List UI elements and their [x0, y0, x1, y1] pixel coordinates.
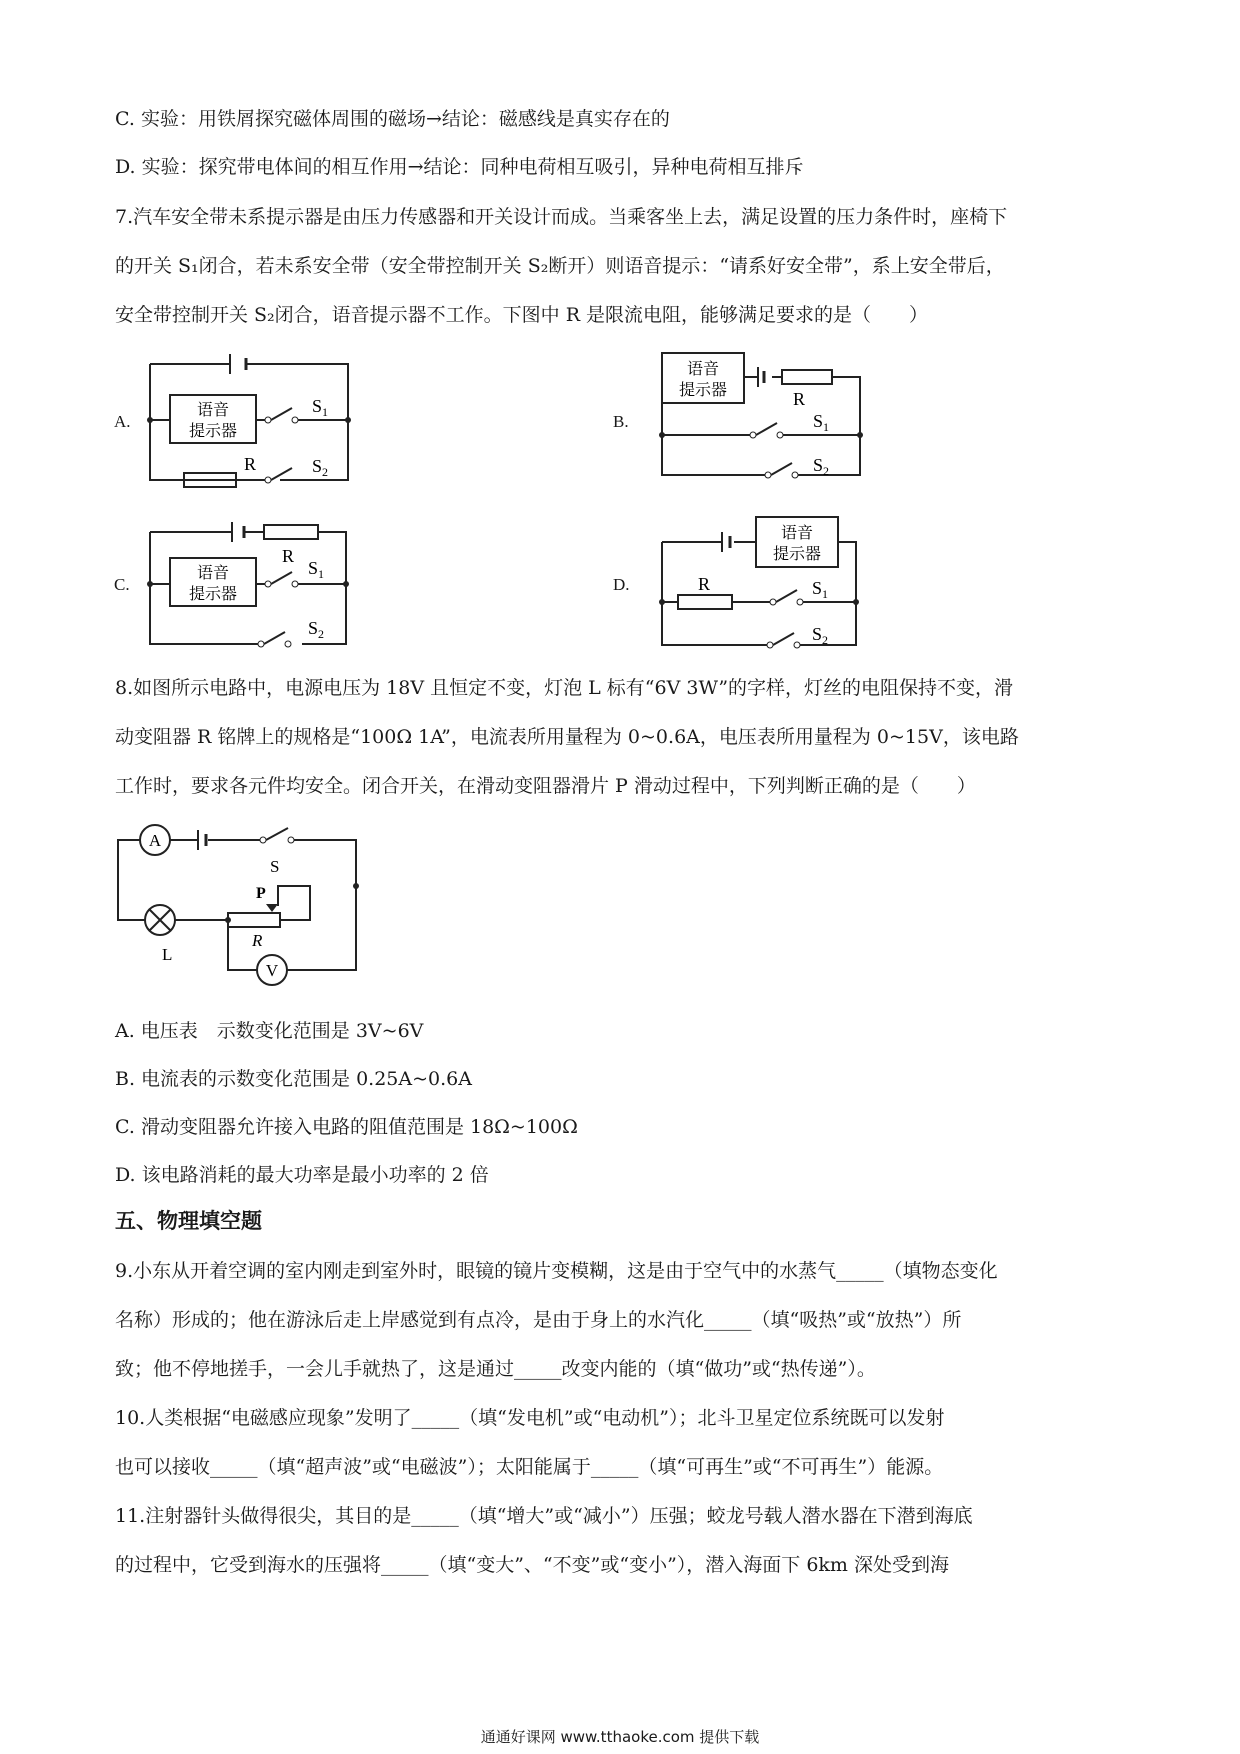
switch-label: S — [270, 857, 280, 876]
question-7-line-1: 7.汽车安全带未系提示器是由压力传感器和开关设计而成。当乘客坐上去，满足设置的压力条件时，座椅下 — [115, 206, 1008, 228]
voltmeter-label: V — [265, 961, 279, 980]
circuit-a-diagram — [140, 350, 365, 490]
question-10-line-1: 10.人类根据“电磁感应现象”发明了_____（填“发电机”或“电动机”）；北斗卫星定位系统既可以发射 — [115, 1407, 945, 1429]
circuit-c-label: C. — [114, 575, 130, 594]
svg-text:提示器: 提示器 — [188, 584, 238, 603]
question-11-line-1: 11.注射器针头做得很尖，其目的是_____（填“增大”或“减小”）压强；蛟龙号载人潜水器在下潜到海底 — [115, 1505, 973, 1527]
svg-text:S1: $S_1$ — [813, 411, 830, 434]
speaker-label-1: 语音 — [196, 400, 230, 419]
section-title: 五、物理填空题 — [115, 1209, 262, 1233]
svg-text:R: R — [698, 574, 711, 594]
circuit-b-diagram — [650, 345, 875, 485]
svg-text:S2: $S_2$ — [308, 618, 325, 641]
question-10-line-2: 也可以接收_____（填“超声波”或“电磁波”）；太阳能属于_____（填“可再生”或“不可再生”）能源。 — [115, 1456, 944, 1478]
svg-text:S1: $S_1$ — [312, 396, 329, 419]
question-8-line-3: 工作时，要求各元件均安全。闭合开关，在滑动变阻器滑片 P 滑动过程中，下列判断正确的是（ ） — [115, 775, 976, 797]
svg-text:提示器: 提示器 — [772, 544, 822, 563]
circuit-d-label: D. — [613, 575, 630, 594]
slider-label: P — [256, 885, 266, 902]
q8-option-b: B. 电流表的示数变化范围是 0.25A~0.6A — [115, 1068, 472, 1090]
rheostat-label: R — [252, 931, 263, 950]
circuit-c-diagram — [140, 512, 365, 652]
resistor-label: R — [244, 454, 257, 474]
circuit-a-label: A. — [114, 412, 131, 431]
svg-text:语音: 语音 — [780, 523, 814, 542]
question-7-line-3: 安全带控制开关 S₂闭合，语音提示器不工作。下图中 R 是限流电阻，能够满足要求的是（ ） — [115, 304, 929, 326]
question-8-circuit — [110, 820, 380, 1000]
svg-text:语音: 语音 — [686, 359, 720, 378]
q8-option-d: D. 该电路消耗的最大功率是最小功率的 2 倍 — [115, 1164, 489, 1186]
speaker-label-2: 提示器 — [188, 421, 238, 440]
ammeter-label: A — [148, 831, 162, 850]
option-c-q6: C. 实验：用铁屑探究磁体周围的磁场→结论：磁感线是真实存在的 — [115, 108, 670, 130]
question-7-line-2: 的开关 S₁闭合，若未系安全带（安全带控制开关 S₂断开）则语音提示：“请系好安全带”，系上安全带后， — [115, 255, 1005, 277]
question-8-line-2: 动变阻器 R 铭牌上的规格是“100Ω 1A”，电流表所用量程为 0~0.6A，电压表所用量程为 0~15V，该电路 — [115, 726, 1019, 748]
question-9-line-3: 致；他不停地搓手，一会儿手就热了，这是通过_____改变内能的（填“做功”或“热传递”）。 — [115, 1358, 876, 1380]
circuit-b-label: B. — [613, 412, 629, 431]
svg-text:S2: $S_2$ — [312, 456, 329, 479]
svg-text:S1: $S_1$ — [308, 558, 325, 581]
svg-text:S2: $S_2$ — [813, 455, 830, 478]
svg-text:提示器: 提示器 — [678, 380, 728, 399]
page-footer: 通通好课网 www.tthaoke.com 提供下载 — [480, 1728, 760, 1746]
svg-text:S1: $S_1$ — [812, 578, 829, 601]
q8-option-a: A. 电压表 示数变化范围是 3V~6V — [115, 1020, 424, 1042]
question-8-line-1: 8.如图所示电路中，电源电压为 18V 且恒定不变，灯泡 L 标有“6V 3W”的字样，灯丝的电阻保持不变，滑 — [115, 677, 1014, 699]
option-d-q6: D. 实验：探究带电体间的相互作用→结论：同种电荷相互吸引，异种电荷相互排斥 — [115, 156, 804, 178]
question-11-line-2: 的过程中，它受到海水的压强将_____（填“变大”、“不变”或“变小”），潜入海面下 6km 深处受到海 — [115, 1554, 949, 1576]
circuit-d-diagram — [650, 510, 875, 650]
svg-text:R: R — [793, 389, 806, 409]
svg-text:R: R — [282, 546, 295, 566]
q8-option-c: C. 滑动变阻器允许接入电路的阻值范围是 18Ω~100Ω — [115, 1116, 578, 1138]
lamp-label: L — [162, 945, 173, 964]
svg-text:语音: 语音 — [196, 563, 230, 582]
question-9-line-2: 名称）形成的；他在游泳后走上岸感觉到有点冷，是由于身上的水汽化_____（填“吸热”或“放热”）所 — [115, 1309, 962, 1331]
question-9-line-1: 9.小东从开着空调的室内刚走到室外时，眼镜的镜片变模糊，这是由于空气中的水蒸气_____（填物态变化 — [115, 1260, 998, 1282]
svg-text:S2: $S_2$ — [812, 624, 829, 647]
